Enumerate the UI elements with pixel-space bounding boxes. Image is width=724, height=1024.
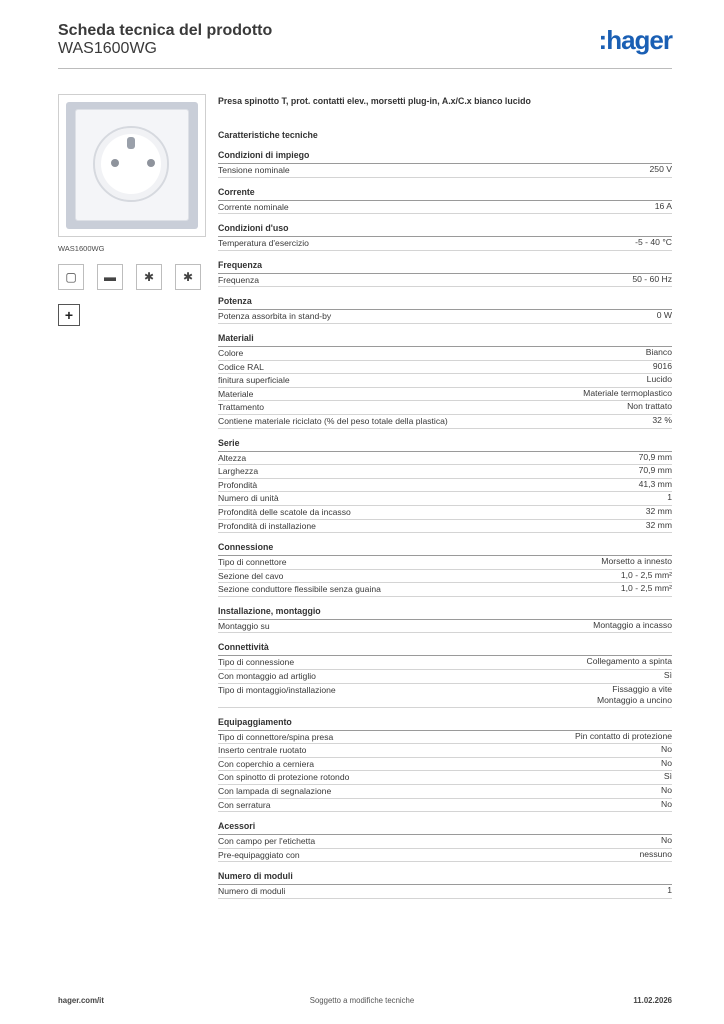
spec-section [218,187,672,215]
spec-row [218,885,672,899]
spec-value [639,452,672,465]
spec-section-title: Connettività [218,642,672,656]
spec-value-line: 1 [667,492,672,503]
socket-hole-right [147,159,155,167]
spec-label: Frequenza [218,274,260,285]
spec-row [218,201,672,215]
spec-value [661,785,672,798]
spec-label: Larghezza [218,466,259,477]
spec-value [640,849,673,862]
spec-label: Numero di moduli [218,886,286,897]
spec-value-line: Materiale termoplastico [583,387,672,398]
spec-label: Altezza [218,452,247,463]
spec-row [218,388,672,402]
spec-label: Codice RAL [218,361,264,372]
spec-value-line: 0 W [656,310,672,321]
spec-value-line: 1 [667,885,672,896]
spec-value [661,799,672,812]
spec-value [664,670,672,683]
spec-row [218,361,672,375]
spec-section-title: Corrente [218,187,672,201]
spec-section-title: Connessione [218,542,672,556]
spec-value [575,731,672,744]
spec-row [218,415,672,429]
spec-row [218,347,672,361]
spec-value [664,771,672,784]
spec-section [218,333,672,429]
spec-label: Colore [218,347,244,358]
spec-value-line: 41,3 mm [638,478,672,489]
spec-label: Con serratura [218,799,271,810]
spec-value [652,415,672,428]
spec-value-line: nessuno [639,848,672,859]
spec-value [667,885,672,898]
spec-label: Potenza assorbita in stand-by [218,311,332,322]
spec-value [639,465,672,478]
spec-value-line: Montaggio a uncino [596,695,672,706]
spec-value-line: Sì [663,670,672,681]
spec-value-line: Non trattato [627,401,672,412]
spec-value [593,620,672,633]
specs-table [218,150,672,908]
spec-label: Sezione del cavo [218,570,284,581]
spec-section [218,150,672,178]
spec-value-line: Montaggio a incasso [593,619,672,630]
spec-value-line: 32 % [652,414,672,425]
spec-section-title: Frequenza [218,260,672,274]
spec-row [218,570,672,584]
spec-row [218,620,672,634]
spec-label: Tipo di connettore/spina presa [218,731,334,742]
spec-value [657,310,672,323]
spec-label: Profondità delle scatole da incasso [218,506,351,517]
spec-section [218,642,672,707]
spec-value-line: 250 V [649,164,672,174]
header-divider [58,68,672,69]
spec-value-line: No [661,785,672,796]
spec-section-title: Equipaggiamento [218,717,672,731]
spec-label: Con lampada di segnalazione [218,786,332,797]
spec-row [218,556,672,570]
spec-row [218,771,672,785]
spec-value [627,401,672,414]
spec-row [218,670,672,684]
spec-row [218,401,672,415]
spec-value [639,479,672,492]
spec-value-line: No [661,744,672,755]
earth-pin [127,137,135,149]
spec-row [218,506,672,520]
spec-value [646,506,672,519]
spec-value [653,361,672,374]
spec-label: Numero di unità [218,493,279,504]
spec-section [218,223,672,251]
spec-value [583,388,672,401]
spec-row [218,164,672,178]
thumbnail-side-icon[interactable]: ▬ [97,264,123,290]
spec-row [218,758,672,772]
spec-section [218,260,672,288]
spec-value-line: 16 A [654,200,672,211]
spec-value-line: 50 - 60 Hz [632,273,672,284]
spec-label: Montaggio su [218,620,270,631]
spec-label: Inserto centrale ruotato [218,745,307,756]
spec-value [635,237,672,250]
footer-date: 11.02.2026 [633,996,672,1005]
spec-value-line: 1,0 - 2,5 mm² [620,583,672,594]
socket-hole-left [111,159,119,167]
hager-logo: :hager [598,25,672,55]
spec-label: Con spinotto di protezione rotondo [218,772,350,783]
spec-row [218,849,672,863]
spec-row [218,785,672,799]
spec-row [218,492,672,506]
spec-row [218,744,672,758]
spec-label: Profondità [218,479,258,490]
thumbnail-front-icon[interactable]: ▢ [58,264,84,290]
thumbnail-drawing-icon[interactable]: ✱ [136,264,162,290]
product-code: WAS1600WG [58,40,157,57]
spec-label: Temperatura d'esercizio [218,238,309,249]
spec-value-line: Morsetto a innesto [601,556,672,567]
spec-label: Materiale [218,388,254,399]
spec-value-line: 70,9 mm [638,451,672,462]
spec-value [646,347,672,360]
spec-value-line: Sì [663,771,672,782]
spec-row [218,310,672,324]
spec-row [218,520,672,534]
spec-section [218,606,672,634]
spec-value-line: Collegamento a spinta [586,656,672,667]
spec-value [661,758,672,771]
spec-value-line: Bianco [645,346,672,357]
spec-row [218,465,672,479]
spec-value-line: No [661,757,672,768]
spec-row [218,835,672,849]
spec-section-title: Serie [218,438,672,452]
spec-value [646,520,672,533]
spec-value [655,201,672,214]
spec-value-line: 1,0 - 2,5 mm² [620,569,672,580]
spec-label: Con montaggio ad artiglio [218,671,316,682]
spec-value [667,492,672,505]
spec-value-line: No [661,835,672,846]
spec-value [621,583,672,596]
spec-section-title: Acessori [218,821,672,835]
spec-label: Pre-equipaggiato con [218,849,300,860]
spec-section [218,821,672,862]
spec-label: Tipo di connessione [218,657,295,668]
spec-section [218,438,672,534]
spec-row [218,452,672,466]
spec-value [601,556,672,569]
spec-label: Con coperchio a cerniera [218,758,315,769]
header [58,22,272,58]
spec-section-title: Condizioni di impiego [218,150,672,164]
spec-section [218,296,672,324]
spec-value-line: Pin contatto di protezione [575,730,672,741]
spec-row [218,799,672,813]
spec-row [218,684,672,708]
image-caption: WAS1600WG [58,244,105,253]
spec-label: Con campo per l'etichetta [218,836,316,847]
thumbnail-drawing-alt-icon[interactable]: ✱ [175,264,201,290]
spec-section-title: Materiali [218,333,672,347]
spec-row [218,583,672,597]
spec-label: Contiene materiale riciclato (% del peso totale della plastica) [218,415,448,426]
spec-value-line: Lucido [646,374,672,385]
product-description: Presa spinotto T, prot. contatti elev., morsetti plug-in, A.x/C.x bianco lucido [218,96,531,106]
footer-website[interactable]: hager.com/it [58,996,104,1005]
spec-value [632,274,672,287]
footer-notice: Soggetto a modifiche tecniche [309,996,415,1005]
spec-value [661,835,672,848]
spec-label: Corrente nominale [218,201,289,212]
spec-label: Tensione nominale [218,165,290,175]
spec-value [597,684,672,707]
spec-section [218,542,672,597]
spec-value [661,744,672,757]
spec-label: Tipo di montaggio/installazione [218,684,336,695]
spec-value-line: -5 - 40 °C [635,237,672,248]
spec-label: Trattamento [218,402,265,413]
thumbnail-symbol-icon[interactable]: + [58,304,80,326]
spec-section-title: Numero di moduli [218,871,672,885]
spec-value-line: 70,9 mm [638,465,672,476]
spec-row [218,656,672,670]
spec-value-line: 9016 [652,360,672,371]
spec-value-line: 32 mm [645,519,672,530]
spec-value-line: No [661,798,672,809]
spec-value [586,656,672,669]
spec-value-line: 32 mm [645,505,672,516]
spec-label: Sezione conduttore flessibile senza guaina [218,584,381,595]
spec-row [218,479,672,493]
product-image [58,94,206,237]
spec-section-title: Potenza [218,296,672,310]
spec-value [647,374,672,387]
spec-section [218,871,672,899]
spec-row [218,374,672,388]
specs-heading: Caratteristiche tecniche [218,130,318,140]
spec-label: finitura superficiale [218,375,290,386]
spec-row [218,274,672,288]
spec-label: Tipo di connettore [218,557,287,568]
spec-section-title: Installazione, montaggio [218,606,672,620]
spec-row [218,237,672,251]
page-title: Scheda tecnica del prodotto [58,22,273,39]
spec-row [218,731,672,745]
spec-value-line: Fissaggio a vite [612,683,672,694]
spec-section-title: Condizioni d'uso [218,223,672,237]
spec-value [650,164,672,177]
spec-label: Profondità di installazione [218,520,316,531]
spec-section [218,717,672,813]
spec-value [621,570,672,583]
